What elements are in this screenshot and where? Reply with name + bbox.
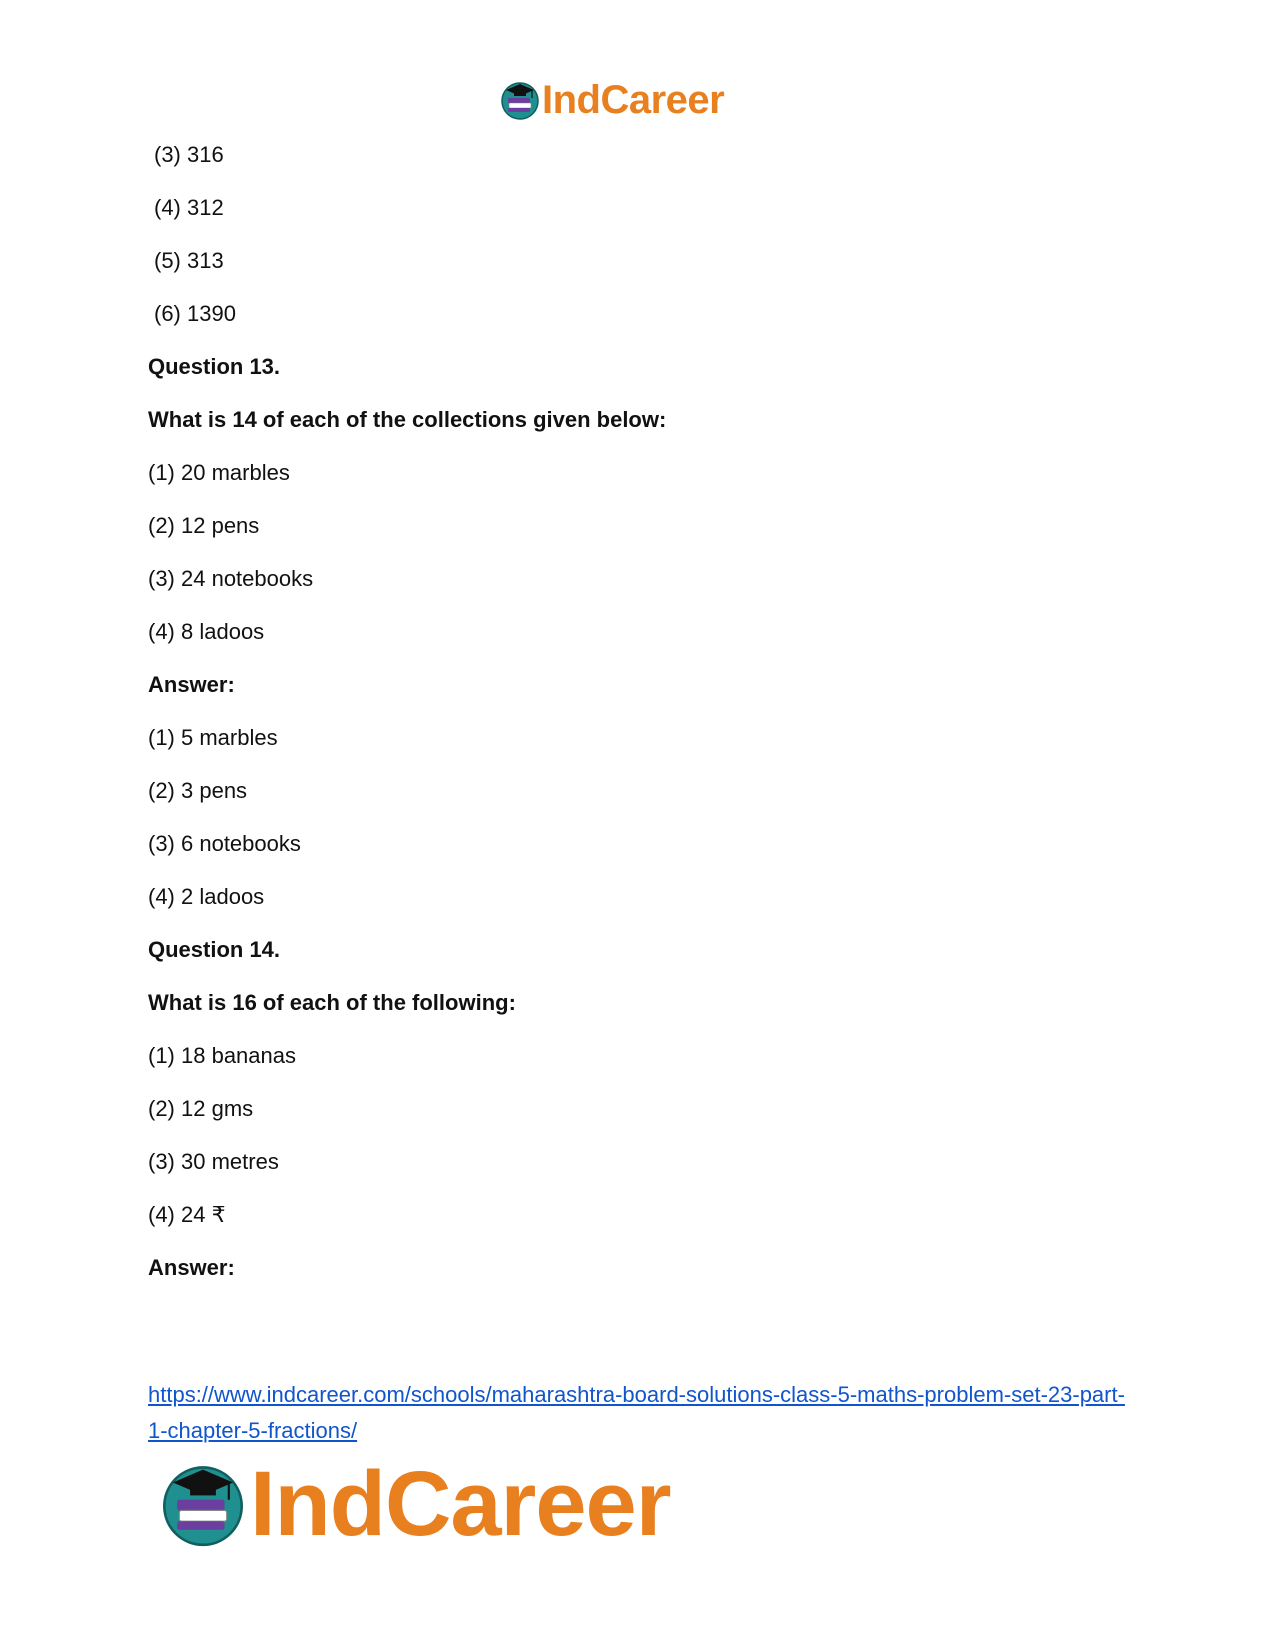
graduation-book-icon	[160, 1461, 246, 1547]
option-line: (3) 316	[154, 142, 224, 167]
question-text: What is 16 of each of the following:	[148, 990, 516, 1015]
header-logo	[500, 76, 724, 124]
logo-text: IndCareer	[542, 78, 725, 122]
question-item: (1) 20 marbles	[148, 460, 290, 485]
option-line: (5) 313	[154, 248, 224, 273]
question-heading: Question 13.	[148, 354, 281, 379]
answer-heading: Answer:	[148, 672, 235, 697]
footer-logo	[160, 1452, 671, 1556]
logo-text: IndCareer	[250, 1453, 671, 1555]
question-heading: Question 14.	[148, 937, 281, 962]
question-item: (3) 30 metres	[148, 1149, 279, 1174]
source-link[interactable]: https://www.indcareer.com/schools/maharashtra-board-solutions-class-5-maths-problem-set-23-part-1-chapter-5-fractions/	[148, 1382, 1125, 1443]
question-item: (1) 18 bananas	[148, 1043, 296, 1068]
option-line: (4) 312	[154, 195, 224, 220]
question-item: (4) 24 ₹	[148, 1202, 226, 1227]
question-item: (2) 12 gms	[148, 1096, 254, 1121]
question-item: (2) 12 pens	[148, 513, 260, 538]
answer-heading: Answer:	[148, 1255, 235, 1280]
question-item: (4) 8 ladoos	[148, 619, 265, 644]
answer-item: (4) 2 ladoos	[148, 884, 265, 909]
question-text: What is 14 of each of the collections given below:	[148, 407, 667, 432]
answer-item: (2) 3 pens	[148, 778, 248, 803]
question-item: (3) 24 notebooks	[148, 566, 314, 591]
answer-item: (3) 6 notebooks	[148, 831, 301, 856]
option-line: (6) 1390	[154, 301, 236, 326]
graduation-book-icon	[500, 80, 540, 120]
answer-item: (1) 5 marbles	[148, 725, 278, 750]
